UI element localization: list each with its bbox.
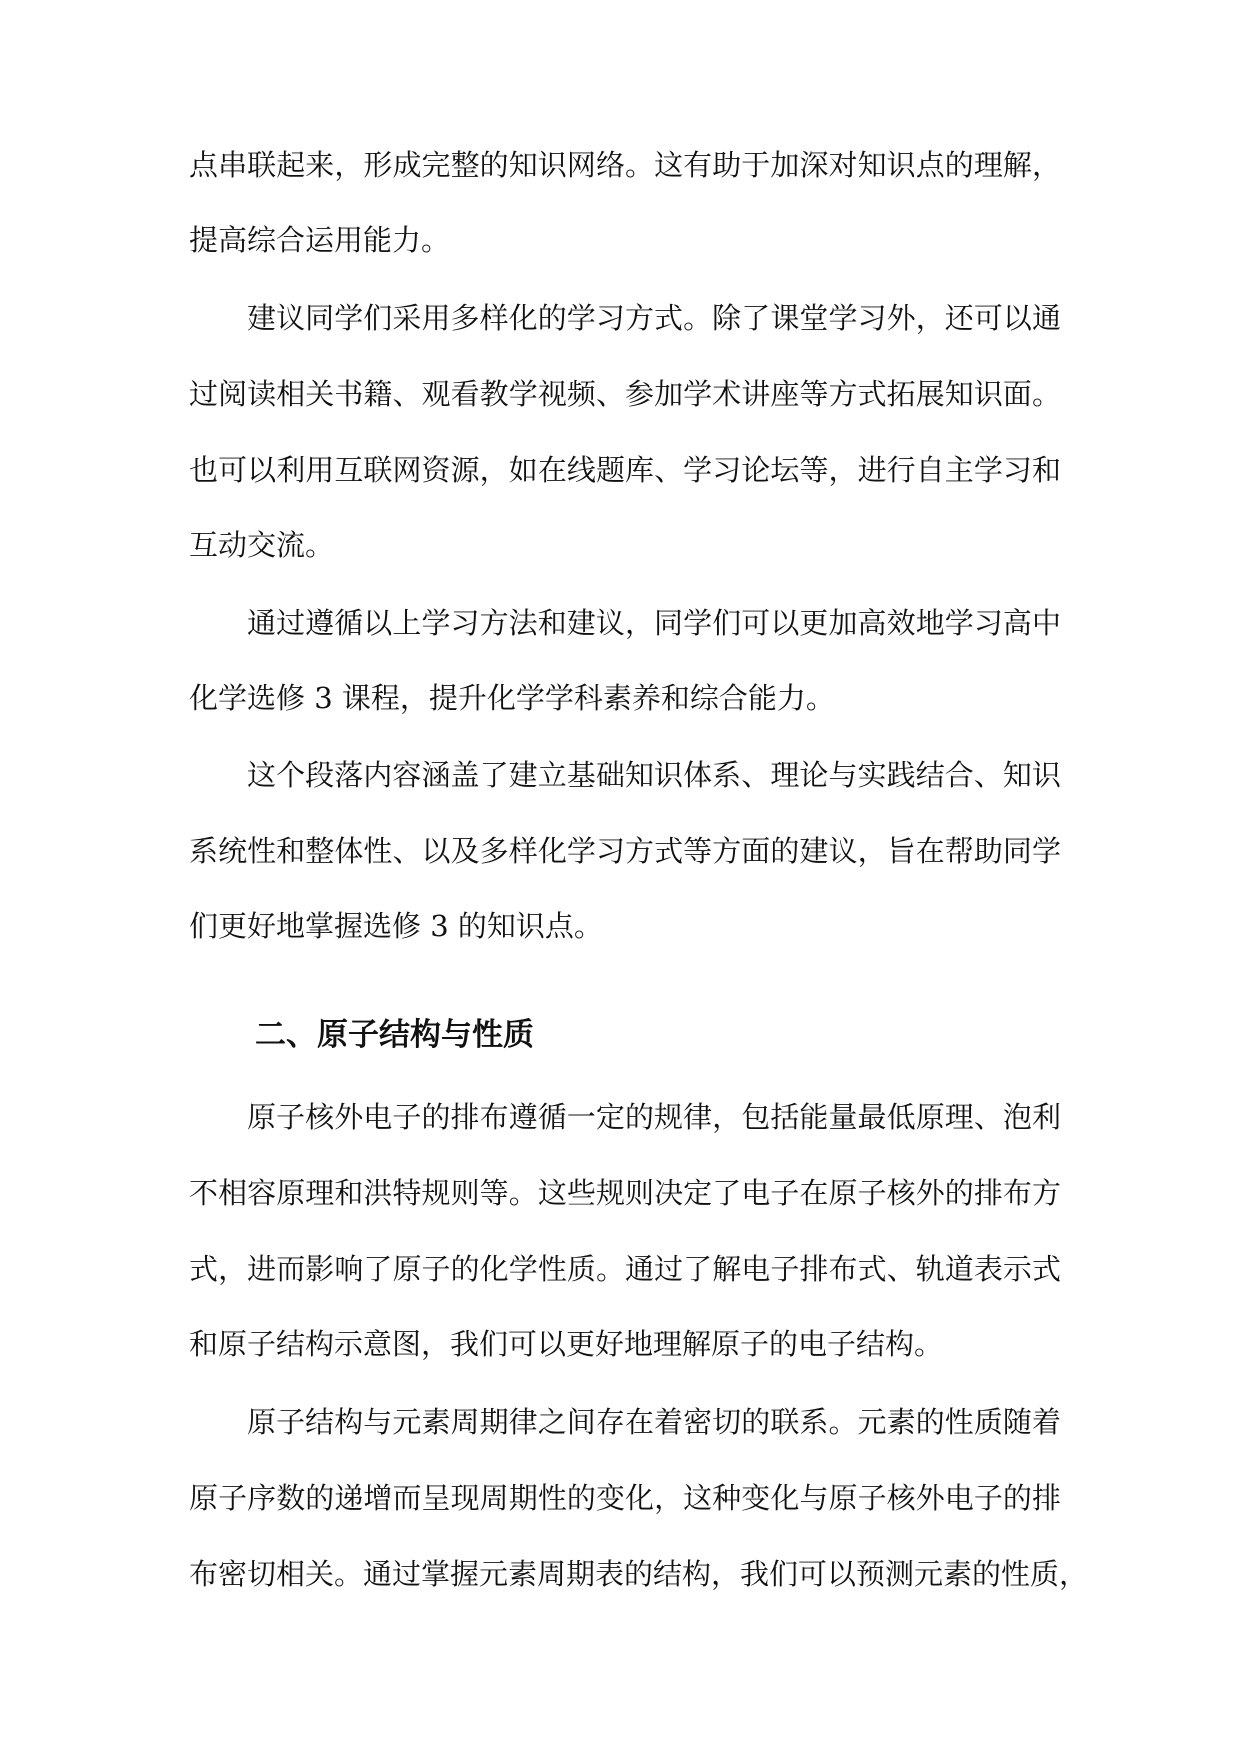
- text-line: 这个段落内容涵盖了建立基础知识体系、理论与实践结合、知识: [247, 758, 1061, 792]
- text-line: 点串联起来，形成完整的知识网络。这有助于加深对知识点的理解，: [189, 148, 1061, 182]
- text-line: 通过遵循以上学习方法和建议，同学们可以更加高效地学习高中: [247, 606, 1061, 640]
- text-line: 们更好地掌握选修 3 的知识点。: [189, 909, 603, 943]
- text-line: 不相容原理和洪特规则等。这些规则决定了电子在原子核外的排布方: [189, 1176, 1061, 1210]
- text-line: 提高综合运用能力。: [189, 223, 451, 257]
- text-line: 互动交流。: [189, 528, 335, 562]
- text-line: 系统性和整体性、以及多样化学习方式等方面的建议，旨在帮助同学: [189, 834, 1061, 868]
- text-line: 原子结构与元素周期律之间存在着密切的联系。元素的性质随着: [247, 1405, 1061, 1439]
- text-line: 过阅读相关书籍、观看教学视频、参加学术讲座等方式拓展知识面。: [189, 377, 1061, 411]
- text-line: 式，进而影响了原子的化学性质。通过了解电子排布式、轨道表示式: [189, 1252, 1061, 1286]
- text-line: 也可以利用互联网资源，如在线题库、学习论坛等，进行自主学习和: [189, 453, 1061, 487]
- section-heading: 二、原子结构与性质: [255, 1017, 534, 1053]
- text-line: 原子序数的递增而呈现周期性的变化，这种变化与原子核外电子的排: [189, 1481, 1061, 1515]
- text-line: 建议同学们采用多样化的学习方式。除了课堂学习外，还可以通: [247, 301, 1061, 335]
- text-line: 化学选修 3 课程，提升化学学科素养和综合能力。: [189, 681, 835, 715]
- text-line: 原子核外电子的排布遵循一定的规律，包括能量最低原理、泡利: [247, 1100, 1061, 1134]
- text-line: 和原子结构示意图，我们可以更好地理解原子的电子结构。: [189, 1327, 944, 1361]
- text-line: 布密切相关。通过掌握元素周期表的结构，我们可以预测元素的性质，: [189, 1557, 1089, 1591]
